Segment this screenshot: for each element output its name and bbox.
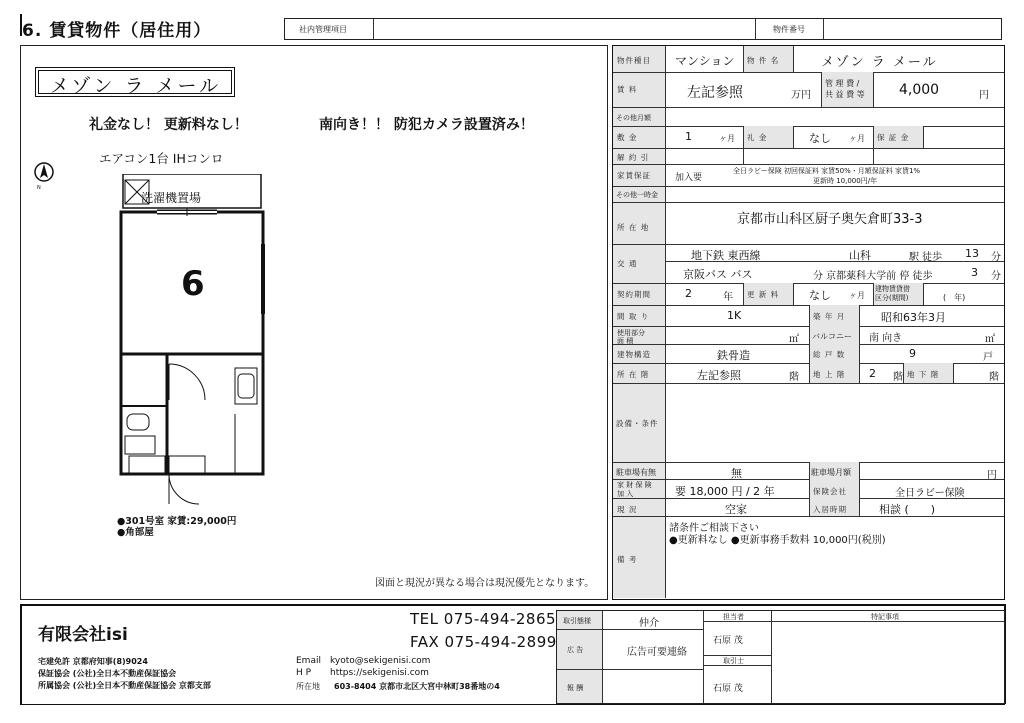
insurance-label-1: 家 財 保 険 xyxy=(617,481,652,489)
room-number: 6 xyxy=(181,264,205,304)
special-notes-label: 特記事項 xyxy=(871,613,899,621)
parking-label: 駐車場有無 xyxy=(616,468,656,477)
catch-copy-1: 礼金なし！ 更新料なし！ xyxy=(89,117,248,133)
type-label: 物件種目 xyxy=(617,56,651,65)
ad-value: 広告可要連絡 xyxy=(627,647,687,658)
hp-label: H P xyxy=(296,668,312,678)
traffic-1-min: 13 xyxy=(965,247,979,260)
term-value: 2 xyxy=(685,287,692,300)
deposit-value: 1 xyxy=(685,130,692,143)
area-label-1: 使用部分 xyxy=(617,329,645,337)
rent-value: 左記参照 xyxy=(687,85,743,101)
email-value[interactable]: kyoto@sekigenisi.com xyxy=(330,656,431,666)
remarks-label: 備 考 xyxy=(617,555,638,564)
balcony-value: 南 向き xyxy=(869,333,903,344)
layout-label: 間 取 り xyxy=(617,312,650,321)
laundry-label: 洗濯機置場 xyxy=(141,191,202,205)
reward-label: 報 酬 xyxy=(567,684,584,692)
floor-unit: 階 xyxy=(789,372,799,383)
move-in-label: 入居時期 xyxy=(813,505,847,514)
rent-guarantee-detail-2: 更新時 10,000円/年 xyxy=(813,177,878,185)
catch-copy-2: 南向き！！ 防犯カメラ設置済み！ xyxy=(319,117,534,133)
area-unit: ㎡ xyxy=(789,334,799,345)
fee-label-2: 共 益 費 等 xyxy=(825,90,865,99)
floorplan-panel xyxy=(20,45,608,600)
lease-type-label-2: 区分(期間) xyxy=(875,294,909,302)
email-label: Email xyxy=(296,656,321,666)
units-label: 総 戸 数 xyxy=(813,350,846,359)
rent-guarantee-value: 加入要 xyxy=(675,173,703,183)
location-value: 603-8404 京都市北区大宮中林町38番地の4 xyxy=(334,682,500,691)
floors-below-label: 地 下 階 xyxy=(907,370,940,379)
broker-value: 石原 茂 xyxy=(713,684,743,694)
name-value: メゾン ラ メール xyxy=(821,55,938,70)
balcony-unit: ㎡ xyxy=(985,334,995,345)
traffic-1-walk: 駅 徒歩 xyxy=(909,252,943,263)
built-value: 昭和63年3月 xyxy=(881,311,946,324)
fee-unit: 円 xyxy=(979,90,989,101)
address-label: 所 在 地 xyxy=(617,223,650,232)
renewal-label: 更 新 料 xyxy=(747,290,780,299)
ad-label: 広 告 xyxy=(567,646,584,654)
term-unit: 年 xyxy=(723,292,733,303)
equipment-label: 設備・条件 xyxy=(616,419,659,428)
staff-label: 担当者 xyxy=(723,613,744,621)
rent-guarantee-label: 家賃保証 xyxy=(617,171,651,180)
layout-value: 1K xyxy=(727,309,742,322)
staff-value: 石原 茂 xyxy=(713,636,743,646)
rent-label: 賃 料 xyxy=(617,85,638,94)
property-name-box xyxy=(35,67,235,97)
broker-label: 取引士 xyxy=(723,657,744,665)
fee-label-1: 管 理 費 / xyxy=(825,79,860,88)
mgmt-label: 社内管理項目 xyxy=(299,25,347,34)
unit-rent-note: ●301号室 家賃:29,000円 xyxy=(117,516,237,527)
lease-type-label-1: 建物賃貸借 xyxy=(875,285,910,293)
member-association: 所属協会 (公社)全日本不動産保証協会 京都支部 xyxy=(38,681,211,690)
management-bar xyxy=(284,18,1002,40)
structure-label: 建物構造 xyxy=(617,350,651,359)
company-fax: FAX 075-494-2899 xyxy=(410,633,557,651)
units-unit: 戸 xyxy=(983,352,993,363)
deal-info-table xyxy=(556,610,1005,704)
equipment-note: エアコン1台 IHコンロ xyxy=(99,151,224,166)
spec-table xyxy=(612,45,1005,600)
company-tel: TEL 075-494-2865 xyxy=(410,610,557,628)
floors-above-unit: 階 xyxy=(893,372,903,383)
traffic-2-line: 京阪バス バス xyxy=(683,268,753,281)
rent-guarantee-detail-1: 全日ラビー保険 初回保証料 家賃50%・月額保証料 家賃1% xyxy=(733,167,921,175)
number-label: 物件番号 xyxy=(773,25,805,34)
insurance-company-label: 保険会社 xyxy=(813,487,847,496)
fee-value: 4,000 xyxy=(899,82,940,98)
move-in-value: 相談 ( ) xyxy=(879,503,936,516)
built-label: 築 年 月 xyxy=(813,312,846,321)
page-title: 6. 賃貸物件（居住用） xyxy=(22,21,212,41)
deal-type-label: 取引態様 xyxy=(563,617,591,625)
floor-label: 所 在 階 xyxy=(617,370,650,379)
parking-fee-unit: 円 xyxy=(987,470,997,481)
floor-value: 左記参照 xyxy=(697,369,741,382)
traffic-1-station: 山科 xyxy=(849,249,871,262)
insurance-company-value: 全日ラビー保険 xyxy=(895,488,965,499)
units-value: 9 xyxy=(909,347,916,360)
traffic-1-line: 地下鉄 東西線 xyxy=(691,249,761,262)
remarks-line-1: 諸条件ご相談下さい xyxy=(669,523,759,534)
area-label-2: 面 積 xyxy=(617,337,634,345)
renewal-value: なし xyxy=(809,289,831,302)
balcony-label: バルコニー xyxy=(812,332,852,341)
onetime-label: その他一時金 xyxy=(616,191,658,199)
structure-value: 鉄骨造 xyxy=(717,349,750,362)
status-value: 空家 xyxy=(725,503,747,516)
remarks-line-2: ●更新料なし ●更新事務手数料 10,000円(税別) xyxy=(669,535,886,546)
status-label: 現 況 xyxy=(617,505,638,514)
address-value: 京都市山科区厨子奥矢倉町33-3 xyxy=(737,212,923,227)
location-label: 所在地 xyxy=(296,682,320,691)
floor-plan-drawing xyxy=(117,174,267,509)
disclaimer: 図面と現況が異なる場合は現況優先となります。 xyxy=(375,578,595,589)
other-monthly-label: その他月額 xyxy=(616,114,651,122)
name-label: 物 件 名 xyxy=(747,56,780,65)
floors-above-label: 地 上 階 xyxy=(813,370,846,379)
floors-below-unit: 階 xyxy=(989,372,999,383)
company-name: 有限会社isi xyxy=(38,625,128,645)
renewal-unit: ヶ月 xyxy=(849,291,865,300)
parking-fee-label: 駐車場月額 xyxy=(811,468,851,477)
key-money-value: なし xyxy=(809,132,831,145)
corner-note: ●角部屋 xyxy=(117,527,154,538)
parking-value: 無 xyxy=(731,467,742,480)
insurance-value: 要 18,000 円 / 2 年 xyxy=(675,485,775,498)
traffic-1-unit: 分 xyxy=(991,252,1001,263)
rent-unit: 万円 xyxy=(791,90,811,101)
traffic-2-bus: 分 京都薬科大学前 停 徒歩 xyxy=(813,271,933,282)
traffic-2-min: 3 xyxy=(971,266,978,279)
floors-above-value: 2 xyxy=(869,367,876,380)
key-money-unit: ヶ月 xyxy=(849,134,865,143)
hp-value[interactable]: https://sekigenisi.com xyxy=(330,668,429,678)
lease-type-value: ( 年) xyxy=(943,293,966,302)
term-label: 契約期間 xyxy=(617,290,651,299)
north-arrow-icon xyxy=(33,161,55,191)
cancel-label: 解 約 引 xyxy=(617,153,650,162)
deal-type-value: 仲介 xyxy=(639,618,659,629)
traffic-2-unit: 分 xyxy=(991,271,1001,282)
deposit-label: 敷 金 xyxy=(617,133,638,142)
license-number: 宅建免許 京都府知事(8)9024 xyxy=(38,657,148,666)
guarantee-association: 保証協会 (公社)全日本不動産保証協会 xyxy=(38,669,177,678)
deposit-unit: ヶ月 xyxy=(719,134,735,143)
property-name: メゾン ラ メール xyxy=(50,75,222,97)
key-money-label: 礼 金 xyxy=(747,133,768,142)
guarantee-label: 保 証 金 xyxy=(877,133,910,142)
type-value: マンション xyxy=(675,54,735,68)
traffic-label: 交 通 xyxy=(617,259,638,268)
insurance-label-2: 加 入 xyxy=(617,490,634,498)
svg-text:N: N xyxy=(37,185,41,191)
